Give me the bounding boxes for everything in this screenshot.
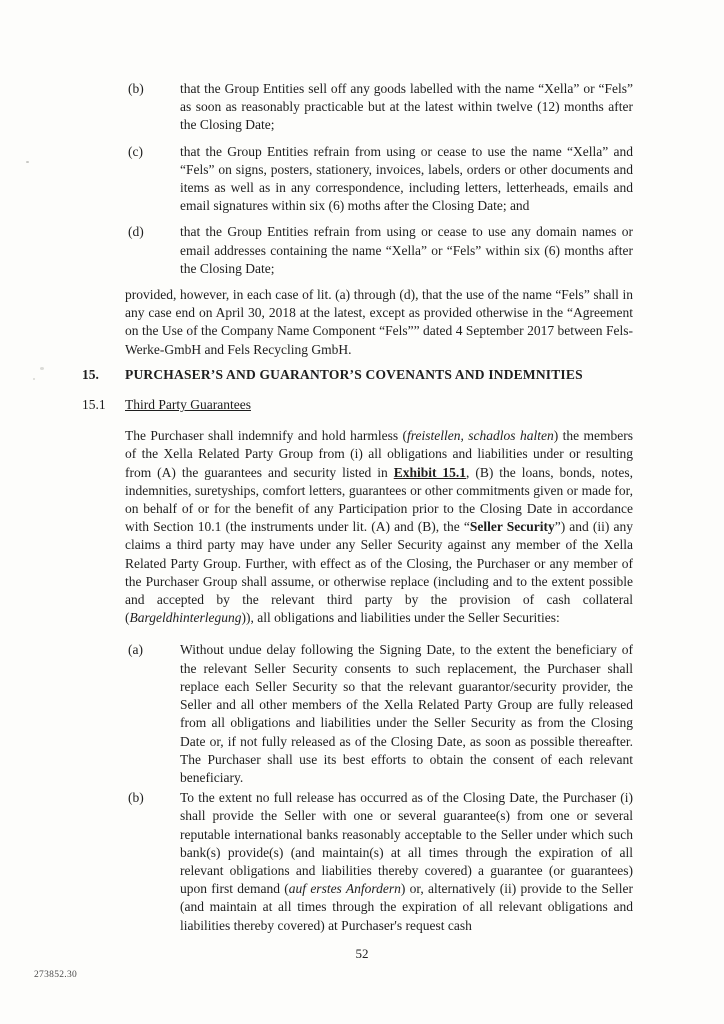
clause-item-c — [128, 143, 633, 216]
section-title: PURCHASER’S AND GUARANTOR’S COVENANTS AND INDEMNITIES — [125, 366, 583, 382]
subsection-title: Third Party Guarantees — [125, 397, 251, 413]
clause-label-d: (d) — [128, 224, 144, 240]
clause-text-a-bottom: Without undue delay following the Signing Date, to the extent the beneficiary of the relevant Seller Security consents to such replacement, the Purchaser shall replace each Seller Security so that the relevant guarantor/security provider, the Seller and all other members of the Xella Related Party Group are fully released from all obligations and liabilities under the Seller Security as from the Closing Date or, if not fully released as of the Closing Date, as soon as possible thereafter. The Purchaser shall use its best efforts to obtain the consent of each relevant beneficiary. — [180, 642, 633, 785]
clause-text-b-bottom: To the extent no full release has occurred as of the Closing Date, the Purchaser (i) shall provide the Seller with one or several guarantee(s) from one or several reputable international banks reasonably acceptable to the Seller under which such bank(s) provide(s) (and maintain(s) at all times through the expiration of all relevant obligations and liabilities thereby covered) a guarantee (or guarantees) upon first demand (auf erstes Anfordern) or, alternatively (ii) provide to the Seller (and maintain at all times through the expiration of all relevant obligations and liabilities thereby covered) at Purchaser's request cash — [180, 790, 633, 933]
proviso-paragraph: provided, however, in each case of lit. (a) through (d), that the use of the name “Fels” shall in any case end on April 30, 2018 at the latest, except as provided otherwise in the “Agreement on the Use of the Company Name Component “Fels”” dated 4 September 2017 between Fels-Werke-GmbH and Fels Recycling GmbH. — [125, 287, 633, 357]
page-content — [82, 80, 633, 943]
clause-item-d — [128, 223, 633, 278]
document-reference: 273852.30 — [34, 970, 78, 980]
clause-label-c: (c) — [128, 143, 143, 159]
section-heading-row — [82, 366, 633, 384]
scan-speck — [33, 378, 35, 380]
scan-speck — [26, 161, 29, 163]
scan-speck — [40, 367, 44, 370]
page-number: 52 — [355, 946, 369, 961]
subsection-heading-row — [82, 396, 633, 414]
clause-label-b-top: (b) — [128, 81, 144, 96]
subsection-number: 15.1 — [82, 397, 106, 413]
clause-label-a-bottom: (a) — [128, 642, 143, 658]
clause-item-b-bottom — [128, 789, 633, 935]
body-paragraph: The Purchaser shall indemnify and hold harmless (freistellen, schadlos halten) the members of the Xella Related Party Group from (i) all obligations and liabilities under or resulting from (A) the guarantees and security listed in Exhibit 15.1, (B) the loans, bonds, notes, indemnities, suretyships, comfort letters, guarantees or other commitments given or made for, on behalf of or for the benefit of any Participation prior to the Closing Date in accordance with Section 10.1 (the instruments under lit. (A) and (B), the “Seller Security”) and (ii) any claims a third party may have under any Seller Security against any member of the Xella Related Party Group. Further, with effect as of the Closing, the Purchaser or any member of the Purchaser Group shall assume, or otherwise replace (including and to the extent possible and accepted by the relevant third party by the provision of cash collateral (Bargeldhinterlegung)), all obligations and liabilities under the Seller Securities: — [125, 428, 634, 626]
clause-text-d: that the Group Entities refrain from using or cease to use any domain names or email addresses containing the name “Xella” or “Fels” within six (6) months after the Closing Date; — [180, 224, 633, 276]
clause-item-b-top — [128, 80, 633, 135]
clause-text-b-top: that the Group Entities sell off any goods labelled with the name “Xella” or “Fels” as soon as reasonably practicable but at the latest within twelve (12) months after the Closing Date; — [180, 81, 633, 133]
clause-item-a-bottom — [128, 641, 633, 787]
clause-label-b-bottom: (b) — [128, 790, 144, 806]
clause-text-c: that the Group Entities refrain from using or cease to use the name “Xella” and “Fels” on signs, posters, stationery, invoices, labels, orders or other documents and items as well as in any correspondence, including letters, letterheads, emails and email signatures within six (6) moths after the Closing Date; and — [180, 143, 633, 214]
section-number: 15. — [82, 366, 99, 382]
